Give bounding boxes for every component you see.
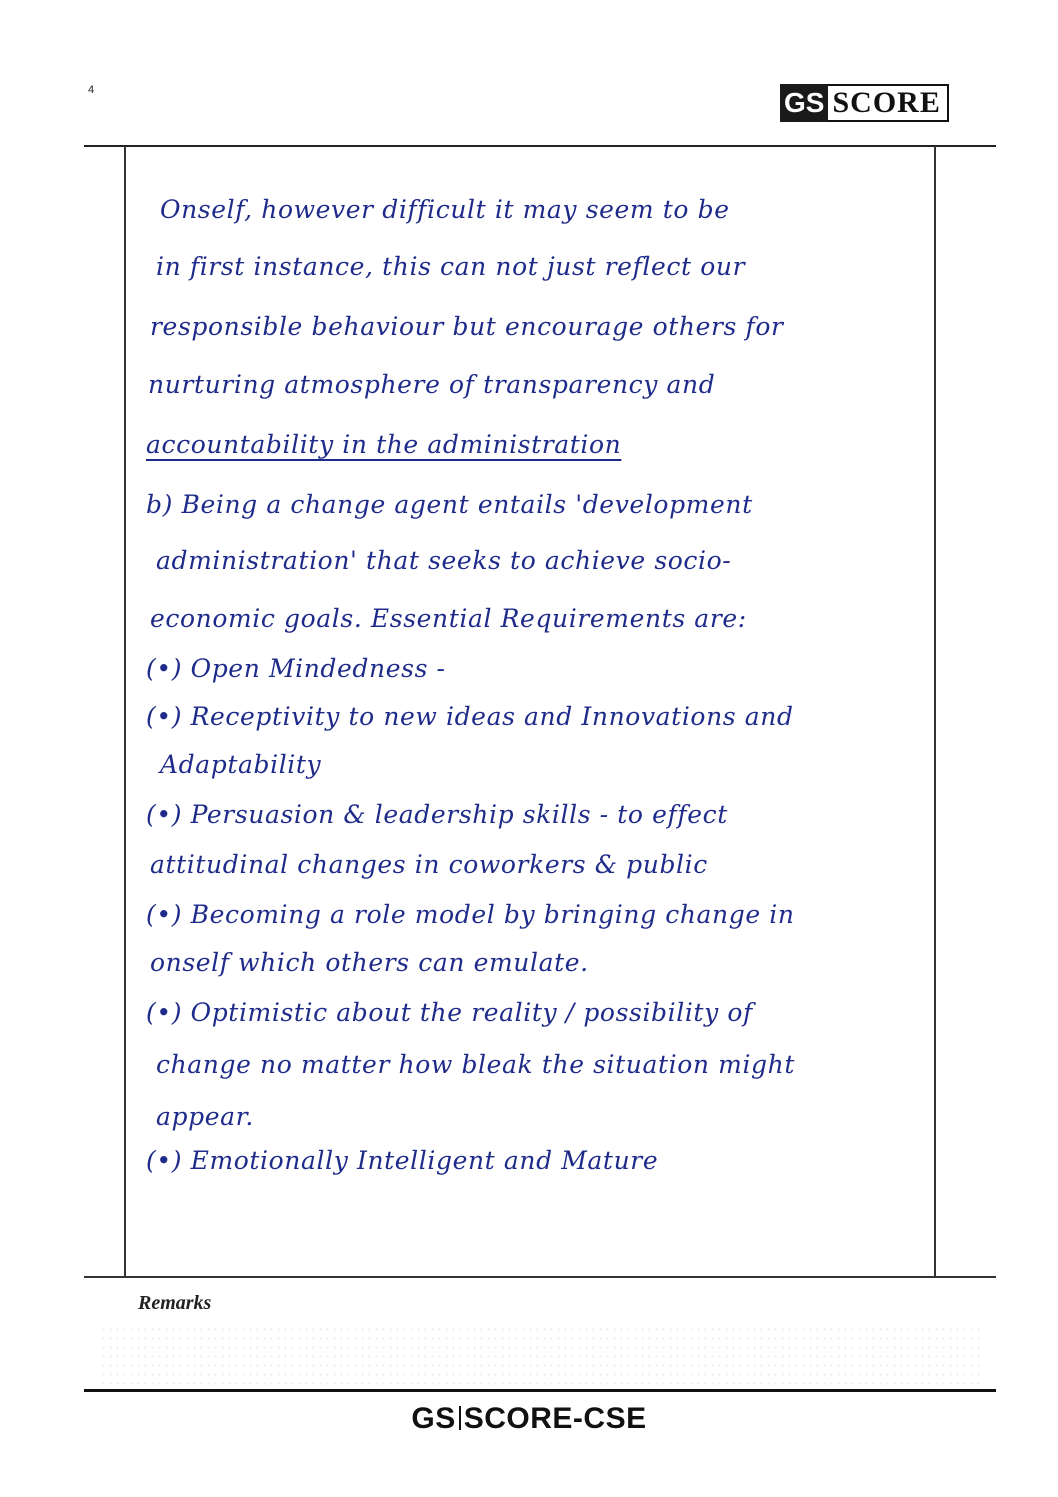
brand-gs-mark: GS xyxy=(780,84,828,122)
footer-brand-rest: SCORE-CSE xyxy=(463,1402,647,1435)
answer-line: (•) Emotionally Intelligent and Mature xyxy=(146,1146,659,1175)
answer-box xyxy=(124,146,936,1276)
answer-line: accountability in the administration xyxy=(146,430,622,459)
answer-line: appear. xyxy=(156,1102,254,1131)
answer-line: change no matter how bleak the situation might xyxy=(156,1050,796,1079)
brand-logo xyxy=(780,84,949,122)
answer-line: administration' that seeks to achieve socio- xyxy=(156,546,732,575)
answer-line: Adaptability xyxy=(160,750,322,779)
answer-line: in first instance, this can not just reflect our xyxy=(156,252,746,281)
footer-brand-separator xyxy=(459,1406,461,1430)
answer-line: economic goals. Essential Requirements are: xyxy=(150,604,747,633)
answer-line: (•) Persuasion & leadership skills - to effect xyxy=(146,800,728,829)
answer-line: nurturing atmosphere of transparency and xyxy=(148,370,716,399)
answer-line: (•) Open Mindedness - xyxy=(146,654,446,683)
answer-line: (•) Optimistic about the reality / possibility of xyxy=(146,998,753,1027)
footer-brand xyxy=(0,1402,1058,1436)
answer-line: (•) Becoming a role model by bringing change in xyxy=(146,900,795,929)
footer-divider xyxy=(84,1389,996,1392)
remarks-label: Remarks xyxy=(138,1292,212,1314)
brand-score-mark: SCORE xyxy=(828,84,948,122)
answer-line: responsible behaviour but encourage others for xyxy=(150,312,784,341)
answer-line: attitudinal changes in coworkers & public xyxy=(150,850,708,879)
answer-box-bottom-divider xyxy=(84,1276,996,1278)
page-number: 4 xyxy=(88,84,95,96)
footer-brand-gs: GS xyxy=(411,1402,456,1435)
answer-line: Onself, however difficult it may seem to be xyxy=(160,195,730,224)
answer-line: (•) Receptivity to new ideas and Innovations and xyxy=(146,702,794,731)
answer-line: b) Being a change agent entails 'development xyxy=(146,490,753,519)
answer-line: onself which others can emulate. xyxy=(150,948,589,977)
remarks-area xyxy=(100,1325,980,1385)
